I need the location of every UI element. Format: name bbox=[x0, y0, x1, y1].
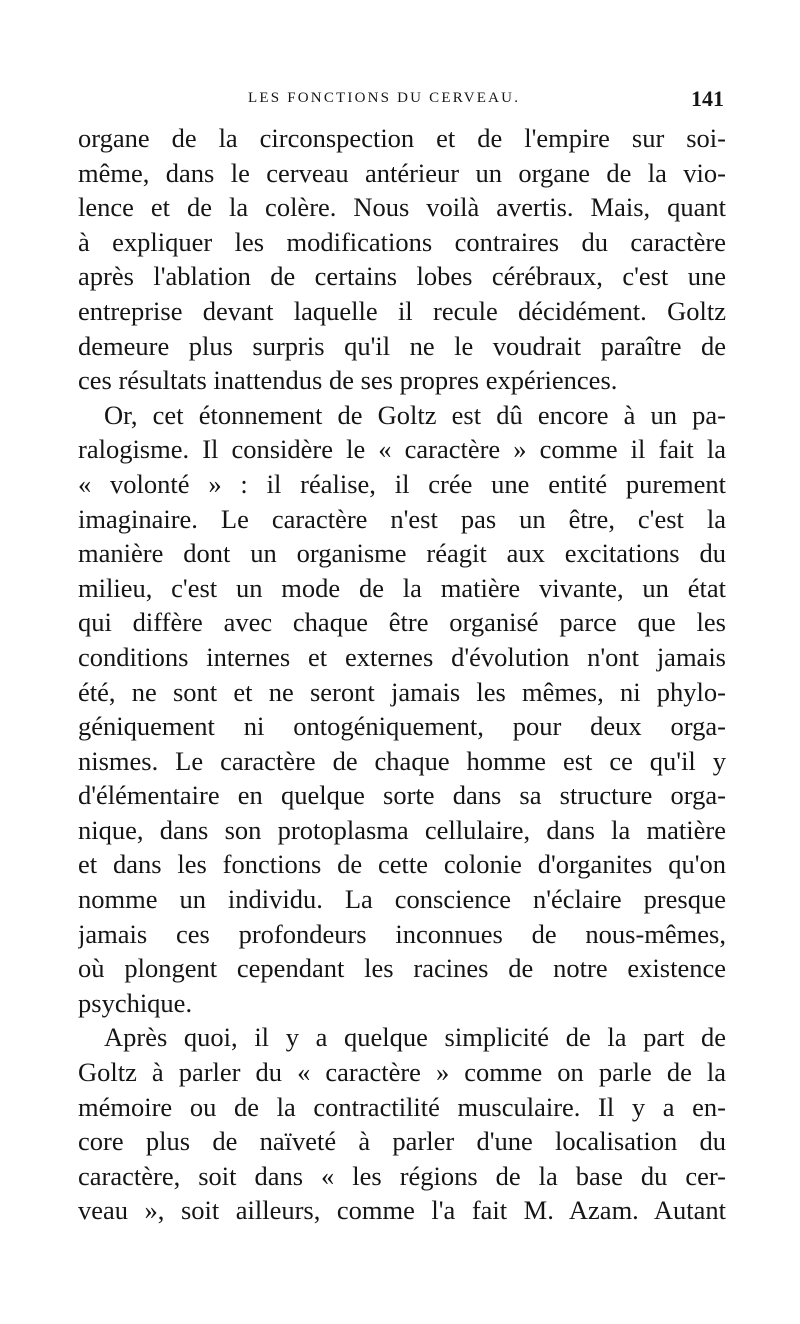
text-line: demeure plus surpris qu'il ne le voudrait paraître de bbox=[78, 330, 726, 361]
text-line: imaginaire. Le caractère n'est pas un être, c'est la bbox=[78, 503, 726, 534]
text-line: à expliquer les modifications contraires du caractère bbox=[78, 226, 726, 257]
text-line: même, dans le cerveau antérieur un organe de la vio- bbox=[78, 157, 726, 188]
text-line: lence et de la colère. Nous voilà avertis. Mais, quant bbox=[78, 192, 726, 223]
paragraph-start-line: Or, cet étonnement de Goltz est dû encore à un pa- bbox=[104, 399, 726, 430]
page-number: 141 bbox=[691, 86, 724, 111]
text-line: veau », soit ailleurs, comme l'a fait M. Azam. Autant bbox=[78, 1195, 726, 1226]
text-line: core plus de naïveté à parler d'une localisation du bbox=[78, 1126, 726, 1157]
running-title: LES FONCTIONS DU CERVEAU. bbox=[248, 90, 521, 106]
text-line: d'élémentaire en quelque sorte dans sa structure orga- bbox=[78, 780, 726, 811]
text-line: nomme un individu. La conscience n'éclaire presque bbox=[78, 884, 726, 915]
text-line: après l'ablation de certains lobes cérébraux, c'est une bbox=[78, 261, 726, 292]
text-line: nismes. Le caractère de chaque homme est ce qu'il y bbox=[78, 745, 726, 776]
text-line: géniquement ni ontogéniquement, pour deux orga- bbox=[78, 711, 726, 742]
text-line: organe de la circonspection et de l'empire sur soi- bbox=[78, 123, 726, 153]
text-line: qui diffère avec chaque être organisé parce que les bbox=[78, 607, 726, 638]
text-line: entreprise devant laquelle il recule décidément. Goltz bbox=[78, 295, 726, 326]
running-head bbox=[78, 86, 724, 116]
text-line: caractère, soit dans « les régions de la base du cer- bbox=[78, 1160, 726, 1191]
text-line: où plongent cependant les racines de notre existence bbox=[78, 953, 726, 984]
text-line: manière dont un organisme réagit aux excitations du bbox=[78, 538, 726, 569]
text-line: ces résultats inattendus de ses propres expériences. bbox=[78, 365, 618, 396]
text-line: mémoire ou de la contractilité musculaire. Il y a en- bbox=[78, 1091, 726, 1122]
text-line: « volonté » : il réalise, il crée une entité purement bbox=[78, 468, 726, 499]
text-line: psychique. bbox=[78, 987, 193, 1018]
text-line: été, ne sont et ne seront jamais les mêmes, ni phylo- bbox=[78, 676, 726, 707]
paragraph-start-line: Après quoi, il y a quelque simplicité de la part de bbox=[104, 1022, 726, 1053]
text-line: et dans les fonctions de cette colonie d'organites qu'on bbox=[78, 849, 726, 880]
text-line: milieu, c'est un mode de la matière vivante, un état bbox=[78, 572, 726, 603]
text-line: Goltz à parler du « caractère » comme on parle de la bbox=[78, 1057, 726, 1088]
text-line: nique, dans son protoplasma cellulaire, dans la matière bbox=[78, 814, 726, 845]
body-text bbox=[78, 121, 726, 1228]
text-line: conditions internes et externes d'évolution n'ont jamais bbox=[78, 641, 726, 672]
text-line: ralogisme. Il considère le « caractère » comme il fait la bbox=[78, 434, 726, 465]
text-line: jamais ces profondeurs inconnues de nous-mêmes, bbox=[78, 918, 726, 949]
